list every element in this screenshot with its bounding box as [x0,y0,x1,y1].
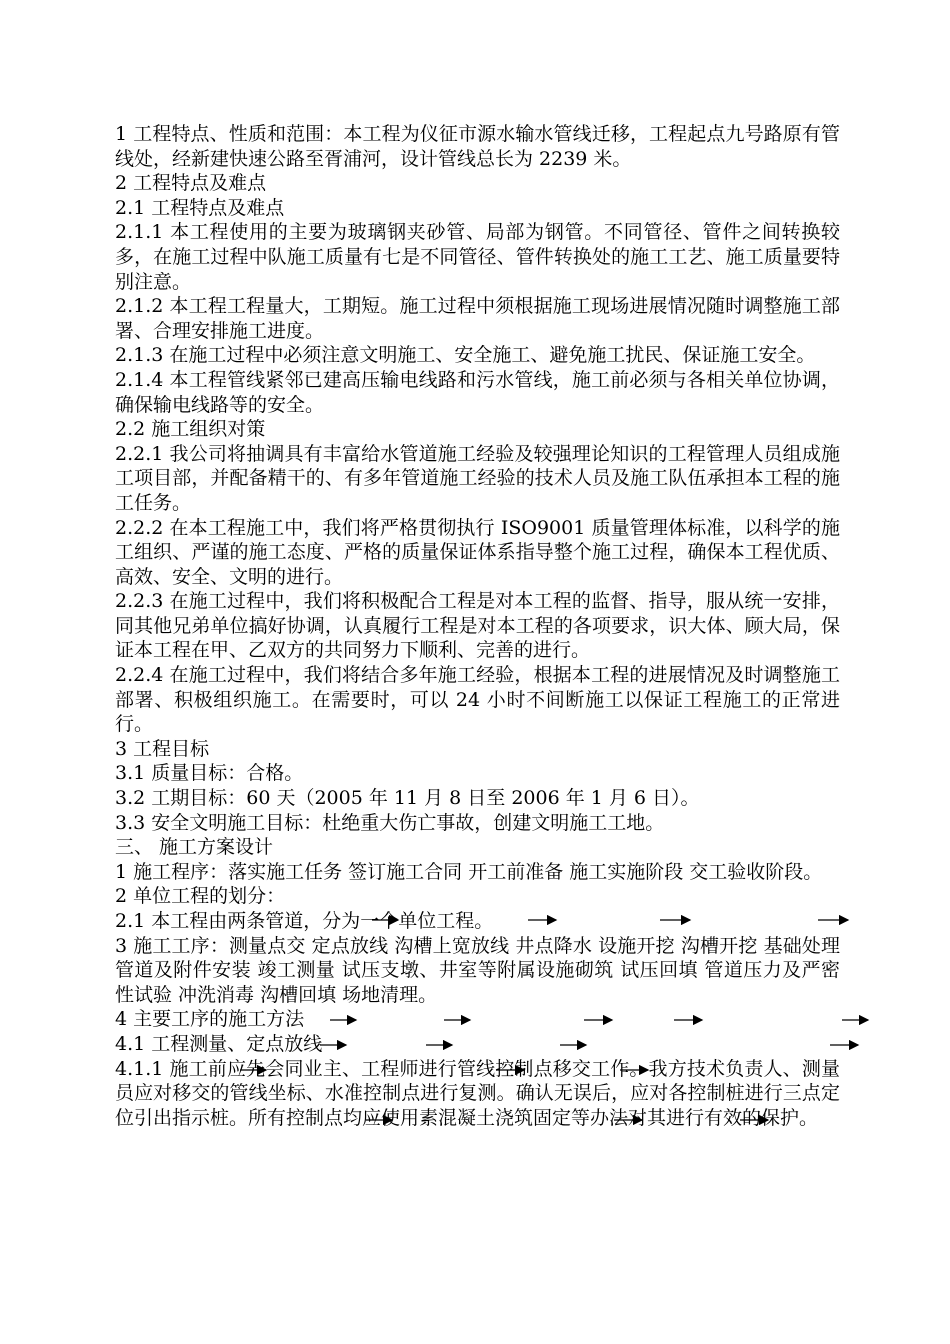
heading-survey: 4.1 工程测量、定点放线 [115,1032,323,1055]
paragraph-2-2-2: 2.2.2 在本工程施工中，我们将严格贯彻执行 ISO9001 质量管理体标准，以科学的施工组织、严谨的施工态度、严格的质量保证体系指导整个施工过程，确保本工程优质、高效、安全、文明的进行。 [115,516,840,588]
heading-methods: 4 主要工序的施工方法 [115,1008,305,1031]
paragraph-unit-division: 2.1 本工程由两条管道，分为一个单位工程。 [115,910,494,932]
heading-targets: 3 工程目标 [115,737,210,760]
heading-characteristics-sub: 2.1 工程特点及难点 [115,196,285,219]
heading-plan-design: 三、 施工方案设计 [115,836,274,859]
paragraph-schedule-target: 3.2 工期目标：60 天（2005 年 11 月 8 日至 2006 年 1 月 6 日）。 [115,787,700,810]
paragraph-2-1-3: 2.1.3 在施工过程中必须注意文明施工、安全施工、避免施工扰民、保证施工安全。 [115,344,816,367]
paragraph-scope: 1 工程特点、性质和范围：本工程为仪征市源水输水管线迁移，工程起点九号路原有管线处，经新建快速公路至胥浦河，设计管线总长为 2239 米。 [115,123,840,170]
paragraph-2-2-4: 2.2.4 在施工过程中，我们将结合多年施工经验，根据本工程的进展情况及时调整施工部署、积极组织施工。在需要时，可以 24 小时不间断施工以保证工程施工的正常进行。 [115,664,840,736]
paragraph-2-2-3: 2.2.3 在施工过程中，我们将积极配合工程是对本工程的监督、指导，服从统一安排，同其他兄弟单位搞好协调，认真履行工程是对本工程的各项要求，识大体、顾大局，保证本工程在甲、乙双方的共同努力下顺利、完善的进行。 [115,590,840,662]
heading-characteristics: 2 工程特点及难点 [115,172,267,195]
paragraph-2-1-1: 2.1.1 本工程使用的主要为玻璃钢夹砂管、局部为钢管。不同管径、管件之间转换较多，在施工过程中队施工质量有七是不同管径、管件转换处的施工工艺、施工质量要特别注意。 [115,221,840,293]
paragraph-2-1-4: 2.1.4 本工程管线紧邻已建高压输电线路和污水管线，施工前必须与各相关单位协调，确保输电线路等的安全。 [115,368,840,416]
paragraph-safety-target: 3.3 安全文明施工目标：杜绝重大伤亡事故，创建文明施工工地。 [115,811,665,834]
paragraph-2-1-2: 2.1.2 本工程工程量大，工期短。施工过程中须根据施工现场进展情况随时调整施工部署、合理安排施工进度。 [115,295,840,342]
paragraph-4-1-1: 4.1.1 施工前应先会同业主、工程师进行管线控制点移交工作。我方技术负责人、测量员应对移交的管线坐标、水准控制点进行复测。确认无误后，应对各控制桩进行三点定位引出指示桩。所有控制点均应使用素混凝土浇筑固定等办法对其进行有效的保护。 [115,1057,840,1129]
heading-unit-division: 2 单位工程的划分： [115,885,286,908]
paragraph-procedure: 1 施工程序：落实施工任务 签订施工合同 开工前准备 施工实施阶段 交工验收阶段。 [115,860,823,883]
document-body [115,122,840,1130]
paragraph-quality-target: 3.1 质量目标：合格。 [115,762,304,785]
paragraph-process-sequence: 3 施工工序：测量点交 定点放线 沟槽上宽放线 井点降水 设施开挖 沟槽开挖 基础处理 管道及附件安装 竣工测量 试压支墩、井室等附属设施砌筑 试压回填 管道压力及严密性试验 冲洗消毒 沟槽回填 场地清理。 [115,934,840,1006]
paragraph-2-2-1: 2.2.1 我公司将抽调具有丰富给水管道施工经验及较强理论知识的工程管理人员组成施工项目部，并配备精干的、有多年管道施工经验的技术人员及施工队伍承担本工程的施工任务。 [115,442,840,514]
heading-organization: 2.2 施工组织对策 [115,418,266,441]
